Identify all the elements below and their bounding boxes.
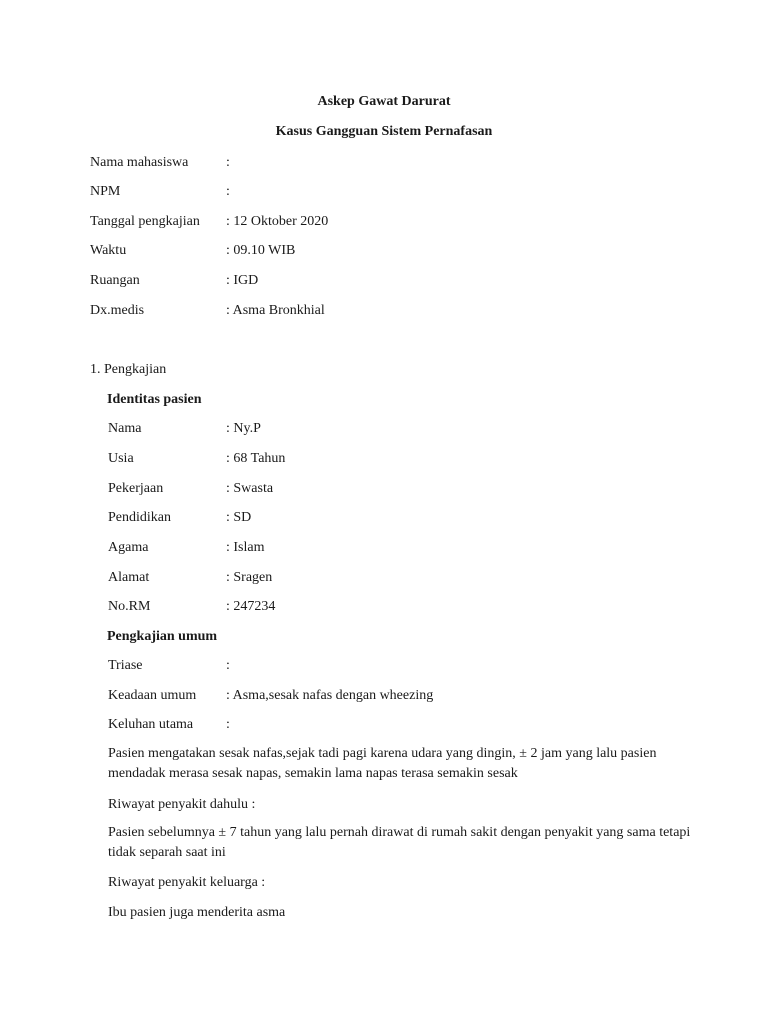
document-title: Askep Gawat Darurat xyxy=(317,94,451,109)
umum-label: Keadaan umum xyxy=(108,688,197,703)
identitas-label: Alamat xyxy=(108,570,150,585)
info-label: Dx.medis xyxy=(90,303,145,318)
section-heading-pengkajian: 1. Pengkajian xyxy=(90,362,167,377)
identitas-value: : Ny.P xyxy=(226,421,261,436)
identitas-label: Pekerjaan xyxy=(108,481,164,496)
identitas-value: : Swasta xyxy=(226,481,274,496)
identitas-value: : Islam xyxy=(226,540,265,555)
riwayat-penyakit-keluarga-text: Ibu pasien juga menderita asma xyxy=(108,905,286,920)
info-value: : xyxy=(226,155,230,170)
info-label: NPM xyxy=(90,184,121,199)
subheading-pengkajian-umum: Pengkajian umum xyxy=(107,629,218,644)
identitas-value: : Sragen xyxy=(226,570,273,585)
identitas-value: : 247234 xyxy=(226,599,276,614)
riwayat-penyakit-dahulu-text: Pasien sebelumnya ± 7 tahun yang lalu pernah dirawat di rumah sakit dengan penyakit yang sama tetapi tidak separah saat ini xyxy=(108,825,691,860)
info-value: : Asma Bronkhial xyxy=(226,303,325,318)
riwayat-penyakit-dahulu-heading: Riwayat penyakit dahulu : xyxy=(108,797,256,812)
info-label: Waktu xyxy=(90,243,127,258)
info-label: Ruangan xyxy=(90,273,140,288)
info-label: Nama mahasiswa xyxy=(90,155,189,170)
umum-value: : Asma,sesak nafas dengan wheezing xyxy=(226,688,434,703)
document-subtitle: Kasus Gangguan Sistem Pernafasan xyxy=(275,124,493,139)
umum-value: : xyxy=(226,658,230,673)
identitas-label: Pendidikan xyxy=(108,510,171,525)
info-value: : xyxy=(226,184,230,199)
identitas-value: : SD xyxy=(226,510,252,525)
identitas-label: Usia xyxy=(108,451,134,466)
identitas-label: No.RM xyxy=(108,599,151,614)
info-label: Tanggal pengkajian xyxy=(90,214,200,229)
umum-label: Keluhan utama xyxy=(108,717,194,732)
umum-label: Triase xyxy=(108,658,143,673)
identitas-label: Agama xyxy=(108,540,149,555)
keluhan-utama-text: Pasien mengatakan sesak nafas,sejak tadi pagi karena udara yang dingin, ± 2 jam yang lalu pasien mendadak merasa sesak napas, semakin lama napas terasa semakin sesak xyxy=(108,746,657,781)
identitas-label: Nama xyxy=(108,421,142,436)
info-value: : IGD xyxy=(226,273,259,288)
riwayat-penyakit-keluarga-heading: Riwayat penyakit keluarga : xyxy=(108,875,266,890)
info-value: : 09.10 WIB xyxy=(226,243,296,258)
info-value: : 12 Oktober 2020 xyxy=(226,214,329,229)
subheading-identitas-pasien: Identitas pasien xyxy=(107,392,202,407)
umum-value: : xyxy=(226,717,230,732)
identitas-value: : 68 Tahun xyxy=(226,451,286,466)
